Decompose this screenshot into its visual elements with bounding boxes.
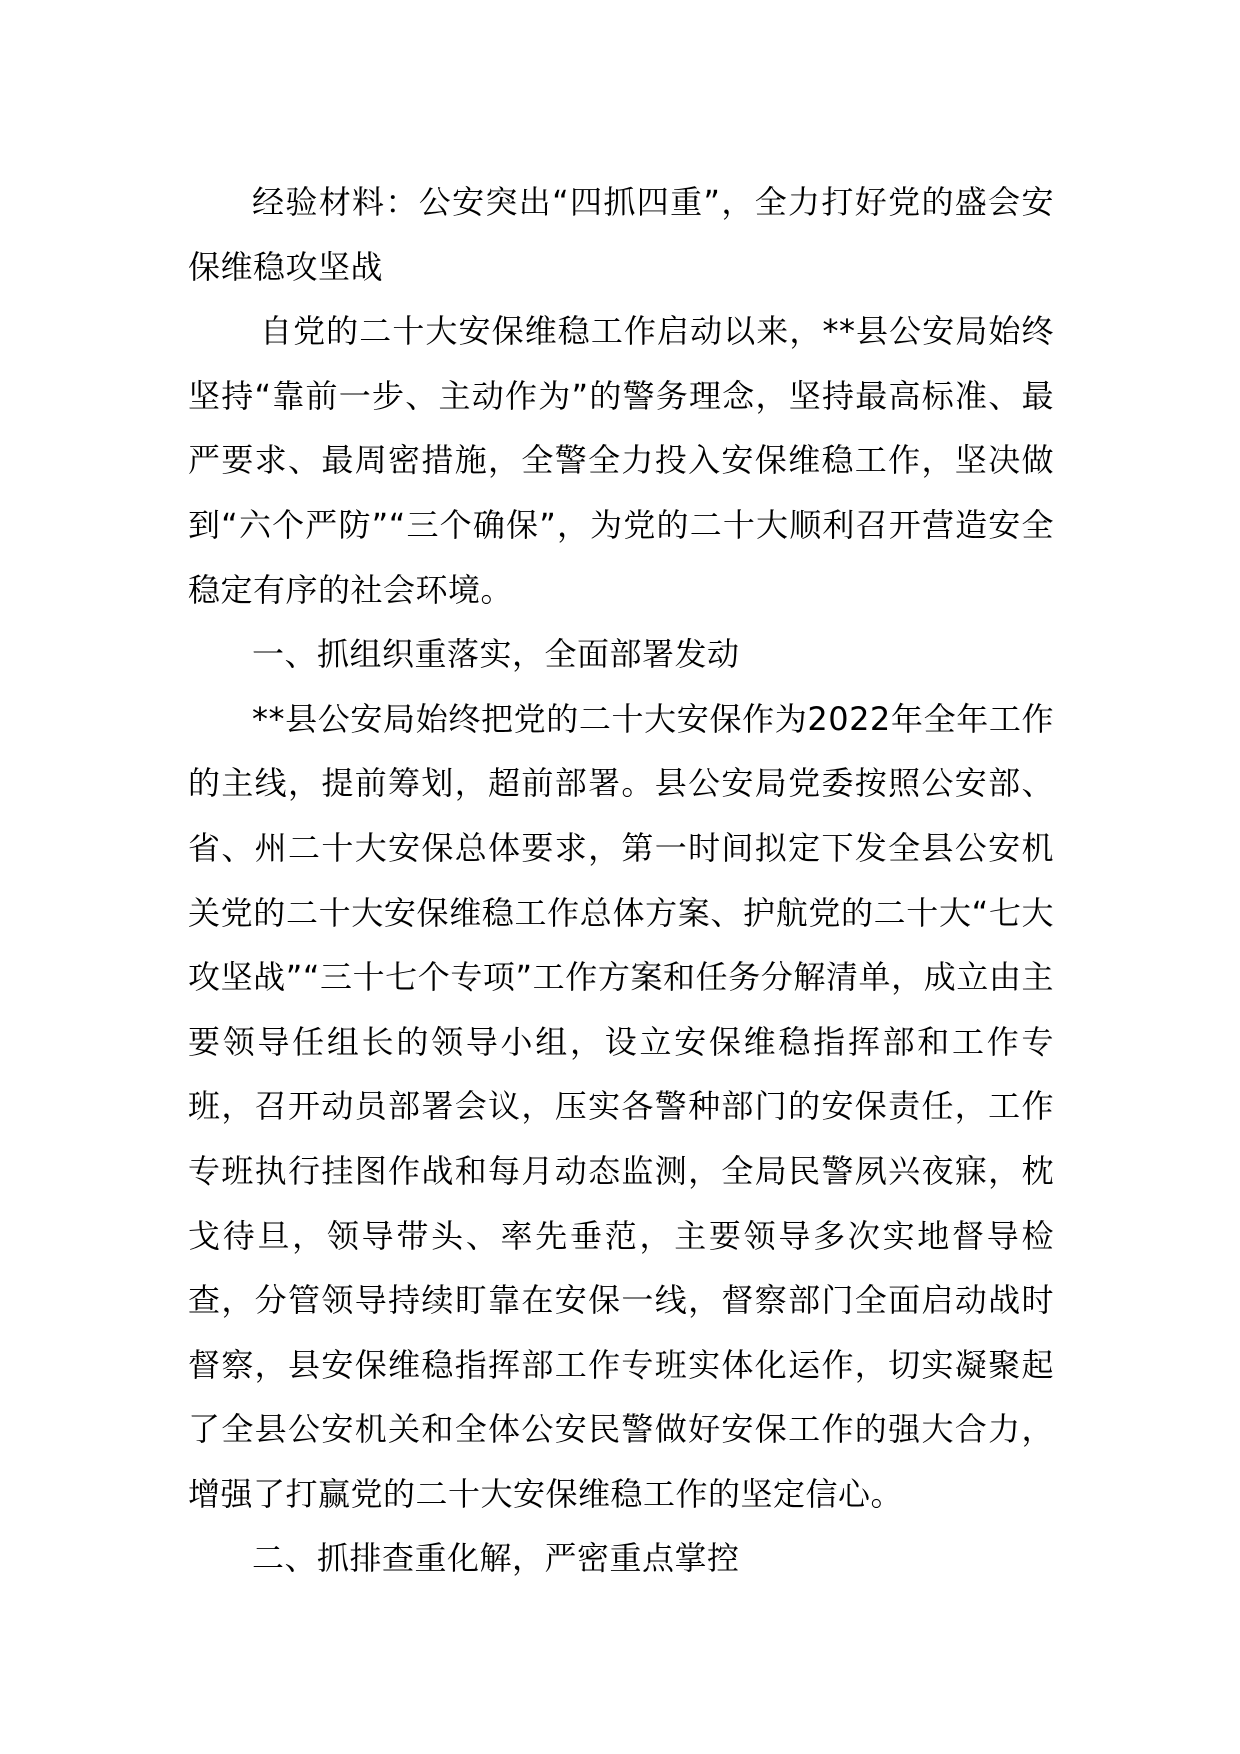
intro-paragraph: 自党的二十大安保维稳工作启动以来，**县公安局始终坚持“靠前一步、主动作为”的警务理念，坚持最高标准、最严要求、最周密措施，全警全力投入安保维稳工作，坚决做到“六个严防”“三个确保”，为党的二十大顺利召开营造安全稳定有序的社会环境。 xyxy=(188,312,1054,609)
section-heading-1: 一、抓组织重落实，全面部署发动 xyxy=(252,635,740,674)
section-heading-2: 二、抓排查重化解，严密重点掌控 xyxy=(252,1539,740,1578)
section-body-1: **县公安局始终把党的二十大安保作为2022年全年工作的主线，提前筹划，超前部署。县公安局党委按照公安部、省、州二十大安保总体要求，第一时间拟定下发全县公安机关党的二十大安保维稳工作总体方案、护航党的二十大“七大攻坚战”“三十七个专项”工作方案和任务分解清单，成立由主要领导任组长的领导小组，设立安保维稳指挥部和工作专班，召开动员部署会议，压实各警种部门的安保责任，工作专班执行挂图作战和每月动态监测，全局民警夙兴夜寐，枕戈待旦，领导带头、率先垂范，主要领导多次实地督导检查，分管领导持续盯靠在安保一线，督察部门全面启动战时督察，县安保维稳指挥部工作专班实体化运作，切实凝聚起了全县公安机关和全体公安民警做好安保工作的强大合力，增强了打赢党的二十大安保维稳工作的坚定信心。 xyxy=(188,699,1054,1513)
document-title: 经验材料：公安突出“四抓四重”，全力打好党的盛会安保维稳攻坚战 xyxy=(188,183,1054,286)
document-body xyxy=(188,170,1054,1591)
